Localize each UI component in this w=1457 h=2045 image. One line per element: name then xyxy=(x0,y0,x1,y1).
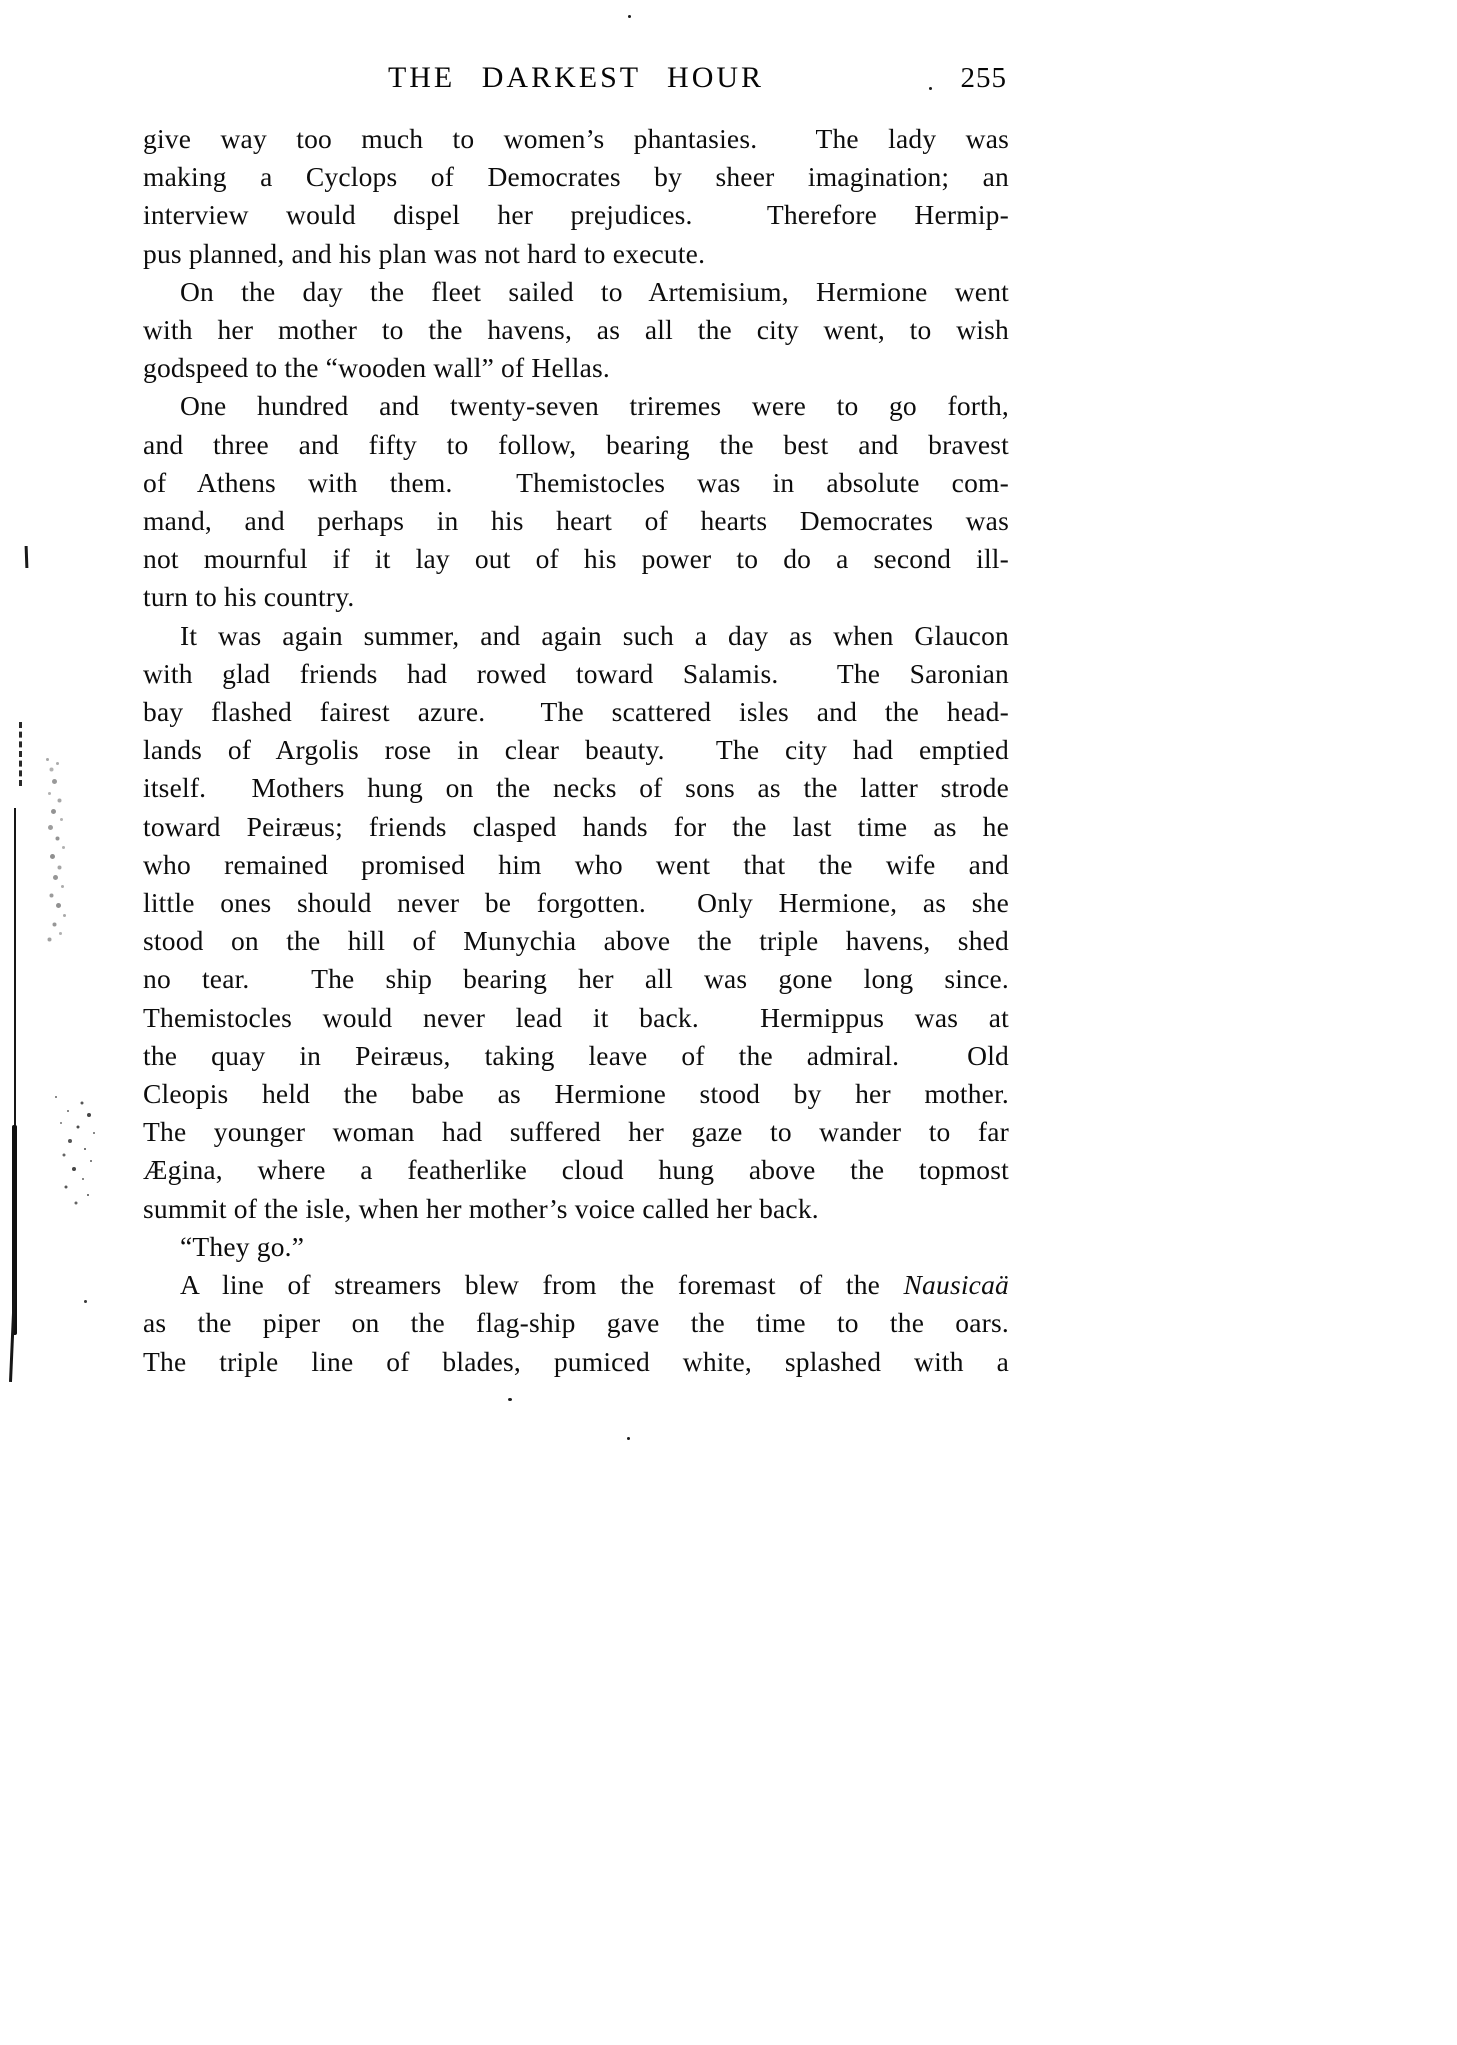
scan-artifact-margin-dashes xyxy=(19,722,22,786)
text-line: stood on the hill of Munychia above the triple havens, shed xyxy=(143,925,1009,957)
ship-name-italic: Nausicaä xyxy=(903,1269,1009,1301)
scan-artifact-margin-line-thick xyxy=(12,1125,17,1335)
text-line: who remained promised him who went that the wife and xyxy=(143,848,1009,880)
text-line: with her mother to the havens, as all the city went, to wish xyxy=(143,314,1009,346)
text-line xyxy=(143,1266,1009,1304)
scan-artifact-margin-line xyxy=(14,808,16,1292)
text-line: with glad friends had rowed toward Salamis. The Saronian xyxy=(143,657,1009,689)
text-line: On the day the fleet sailed to Artemisium, Hermione went xyxy=(180,275,1009,307)
text-line: the quay in Peiræus, taking leave of the admiral. Old xyxy=(143,1039,1009,1071)
text-line: Cleopis held the babe as Hermione stood by her mother. xyxy=(143,1078,1009,1110)
text-line: It was again summer, and again such a day as when Glaucon xyxy=(180,619,1009,651)
text-line: “They go.” xyxy=(180,1230,305,1262)
running-head-title: THE DARKEST HOUR xyxy=(387,61,765,94)
text-line: not mournful if it lay out of his power to do a second ill- xyxy=(143,543,1009,575)
body-text-block xyxy=(143,120,1009,1381)
text-line: godspeed to the “wooden wall” of Hellas. xyxy=(143,352,610,384)
text-line: The younger woman had suffered her gaze to wander to far xyxy=(143,1116,1009,1148)
text-segment: A line of streamers blew from the foremast of the xyxy=(180,1269,904,1301)
text-line: interview would dispel her prejudices. Therefore Hermip- xyxy=(143,199,1009,231)
page-number: 255 xyxy=(960,62,1007,94)
text-line: itself. Mothers hung on the necks of sons as the latter strode xyxy=(143,772,1009,804)
text-line: of Athens with them. Themistocles was in absolute com- xyxy=(143,466,1009,498)
scan-artifact-dot xyxy=(84,1300,87,1303)
text-line: lands of Argolis rose in clear beauty. The city had emptied xyxy=(143,734,1009,766)
text-line: toward Peiræus; friends clasped hands for the last time as he xyxy=(143,810,1009,842)
text-line: mand, and perhaps in his heart of hearts Democrates was xyxy=(143,505,1009,537)
scan-artifact-dot xyxy=(508,1398,512,1401)
text-line: as the piper on the flag-ship gave the time to the oars. xyxy=(143,1307,1009,1339)
text-line: making a Cyclops of Democrates by sheer imagination; an xyxy=(143,161,1009,193)
scan-artifact-speckles xyxy=(55,1096,57,1098)
scan-artifact-dot xyxy=(627,1437,630,1440)
text-line: give way too much to women’s phantasies. The lady was xyxy=(143,123,1009,154)
scan-artifact-margin-stroke xyxy=(25,546,29,568)
text-line: pus planned, and his plan was not hard to execute. xyxy=(143,237,706,269)
text-line: little ones should never be forgotten. Only Hermione, as she xyxy=(143,887,1009,919)
text-line: Ægina, where a featherlike cloud hung above the topmost xyxy=(143,1154,1009,1186)
text-line: Themistocles would never lead it back. Hermippus was at xyxy=(143,1001,1009,1033)
running-head xyxy=(143,58,1009,100)
text-line: turn to his country. xyxy=(143,581,355,613)
text-line: summit of the isle, when her mother’s voice called her back. xyxy=(143,1192,819,1224)
text-line: and three and fifty to follow, bearing the best and bravest xyxy=(143,428,1009,460)
text-line: One hundred and twenty-seven triremes were to go forth, xyxy=(180,390,1009,422)
scan-artifact-smudge xyxy=(46,758,49,761)
text-line: bay flashed fairest azure. The scattered isles and the head- xyxy=(143,696,1009,728)
text-line: no tear. The ship bearing her all was gone long since. xyxy=(143,963,1009,995)
scan-artifact-dot xyxy=(628,15,631,18)
text-line: The triple line of blades, pumiced white, splashed with a xyxy=(143,1345,1009,1377)
scan-artifact-margin-line-tail xyxy=(9,1290,16,1382)
